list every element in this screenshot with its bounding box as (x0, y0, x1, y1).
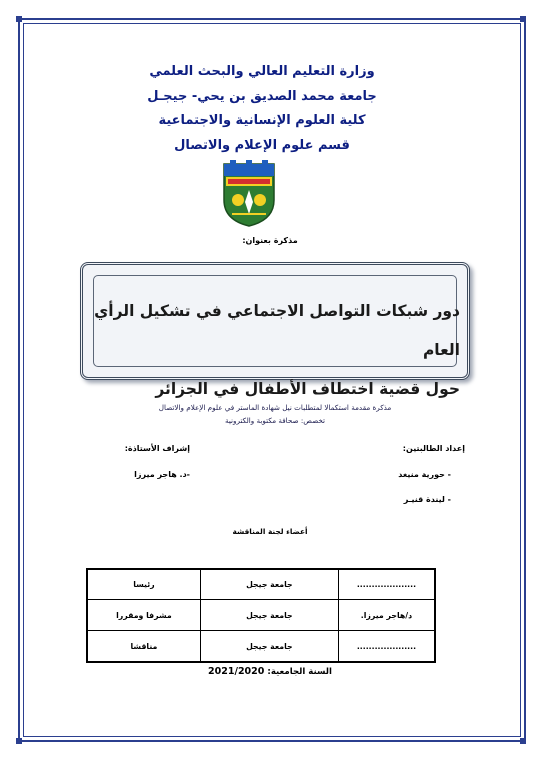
member-university-cell: جامعة جيجل (200, 569, 338, 600)
border-corner (16, 16, 22, 22)
academic-year (170, 666, 370, 677)
border-corner (520, 738, 526, 744)
committee-table (86, 568, 436, 663)
member-name-cell: .................... (338, 569, 435, 600)
member-role-cell: رئيسا (87, 569, 200, 600)
memo-label: مذكرة بعنوان: (242, 236, 298, 245)
thesis-description (110, 401, 440, 427)
academic-year-value: 2021/2020 (208, 666, 265, 677)
supervisor-block (70, 436, 190, 487)
member-name-cell: د/هاجر ميرزا. (338, 600, 435, 631)
border-corner (520, 16, 526, 22)
member-role-cell: مناقشا (87, 631, 200, 663)
table-row (87, 631, 435, 663)
table-row (87, 600, 435, 631)
table-row (87, 569, 435, 600)
thesis-title-line-2: حول قضية اختطاف الأطفال في الجزائر (155, 380, 460, 398)
academic-year-label: السنة الجامعية: (267, 667, 332, 677)
thesis-title-line-1: دور شبكات التواصل الاجتماعي في تشكيل الرأي العام (94, 302, 460, 359)
student-name: - ليندة قنيـر (403, 495, 451, 504)
member-name-cell: .................... (338, 631, 435, 663)
institution-header (132, 60, 392, 158)
university-emblem-icon (220, 160, 278, 228)
thesis-title (90, 292, 460, 409)
faculty-line: كلية العلوم الإنسانية والاجتماعية (158, 113, 366, 128)
department-line: قسم علوم الإعلام والاتصال (174, 137, 350, 153)
member-university-cell: جامعة جيجل (200, 600, 338, 631)
students-label: إعداد الطالبتين: (402, 444, 465, 453)
member-role-cell: مشرفا ومقررا (87, 600, 200, 631)
description-line-1: مذكرة مقدمة استكمالا لمتطلبات نيل شهادة الماستر في علوم الإعلام والاتصال (158, 403, 392, 412)
university-line: جامعة محمد الصديق بن يحي- جيجـل (147, 88, 377, 104)
supervisor-label: إشراف الأستاذة: (124, 444, 190, 453)
ministry-line: وزارة التعليم العالي والبحث العلمي (149, 64, 375, 79)
student-name: - حورية منيغد (398, 469, 451, 479)
member-university-cell: جامعة جيجل (200, 631, 338, 663)
students-block (345, 436, 465, 513)
description-line-2: تخصص: صحافة مكتوبة والكترونية (225, 416, 325, 425)
supervisor-name: -د. هاجر ميرزا (134, 469, 190, 479)
border-corner (16, 738, 22, 744)
committee-label: أعضاء لجنة المناقشة (232, 527, 308, 536)
